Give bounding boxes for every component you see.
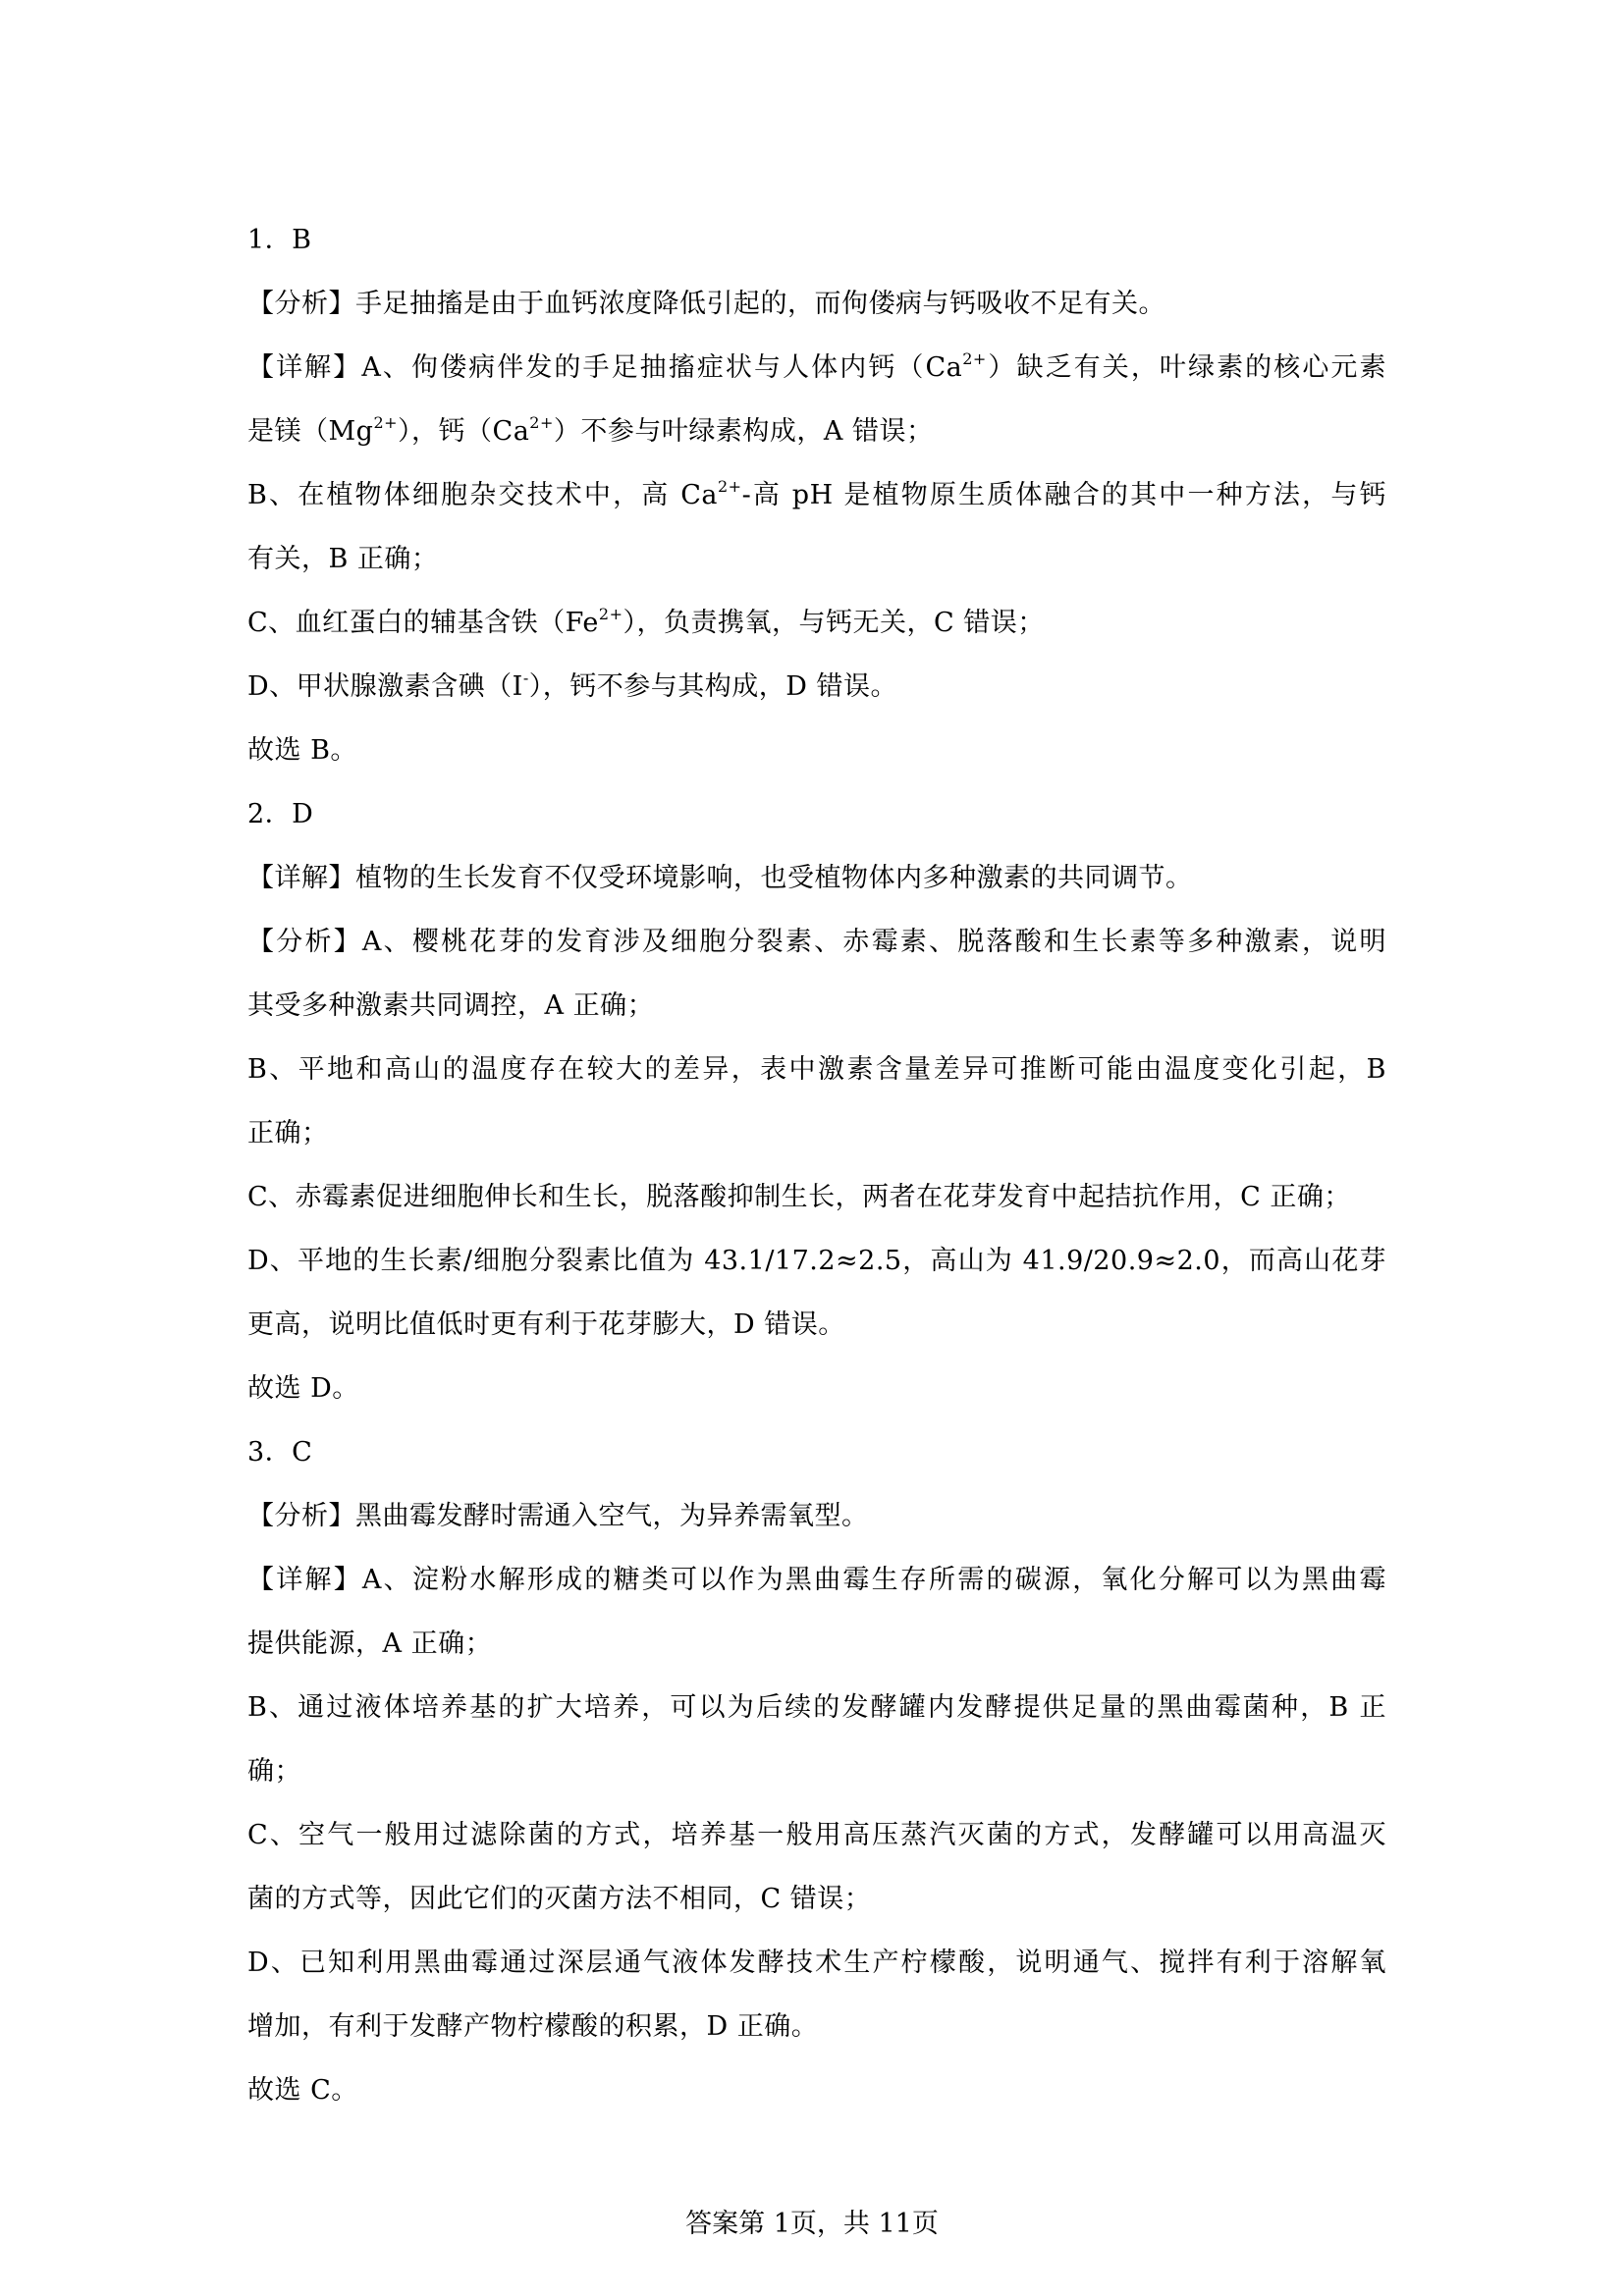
text-segment: 【分析】A、樱桃花芽的发育涉及细胞分裂素、赤霉素、脱落酸和生长素等多种激素，说明 — [247, 927, 1386, 957]
text-segment: 增加，有利于发酵产物柠檬酸的积累，D 正确。 — [247, 2011, 819, 2042]
text-segment: ），钙（Ca — [398, 416, 530, 447]
text-segment: 确； — [247, 1756, 301, 1787]
text-segment: 有关，B 正确； — [247, 544, 439, 574]
answer-text-line — [247, 1931, 1386, 1995]
answer-text-line — [247, 272, 1386, 336]
answer-text-line — [247, 591, 1386, 655]
answer-content — [247, 208, 1386, 2122]
answer-text-line — [247, 1038, 1386, 1101]
answer-text-line — [247, 719, 1386, 782]
answer-text-line — [247, 1995, 1386, 2058]
text-segment: D、已知利用黑曲霉通过深层通气液体发酵技术生产柠檬酸，说明通气、搅拌有利于溶解氧 — [247, 1948, 1386, 1978]
ion-charge-superscript: 2+ — [529, 413, 554, 432]
answer-text-line — [247, 463, 1386, 527]
answer-text-line — [247, 846, 1386, 910]
answer-text-line — [247, 1101, 1386, 1165]
text-segment: C、血红蛋白的辅基含铁（Fe — [247, 608, 599, 638]
text-segment: 正确； — [247, 1118, 329, 1148]
text-segment: 故选 D。 — [247, 1373, 359, 1404]
text-segment: ），负责携氧，与钙无关，C 错误； — [623, 608, 1045, 638]
answer-text-line — [247, 400, 1386, 463]
text-segment: 【分析】黑曲霉发酵时需通入空气，为异养需氧型。 — [247, 1501, 869, 1531]
page-footer: 答案第 1页，共 11页 — [685, 2209, 939, 2239]
text-segment: 故选 C。 — [247, 2075, 358, 2106]
text-segment: 【详解】植物的生长发育不仅受环境影响，也受植物体内多种激素的共同调节。 — [247, 863, 1193, 893]
ion-charge-superscript: 2+ — [373, 413, 399, 432]
answer-text-line — [247, 2058, 1386, 2122]
text-segment: 是镁（Mg — [247, 416, 374, 447]
answer-heading: 2．D — [247, 799, 314, 829]
text-segment: ）缺乏有关，叶绿素的核心元素 — [986, 352, 1386, 383]
ion-charge-superscript: 2+ — [598, 605, 623, 623]
text-segment: B、通过液体培养基的扩大培养，可以为后续的发酵罐内发酵提供足量的黑曲霉菌种，B 正 — [247, 1692, 1386, 1723]
ion-charge-superscript: - — [522, 668, 529, 687]
answer-text-line — [247, 1357, 1386, 1420]
text-segment: 【详解】A、淀粉水解形成的糖类可以作为黑曲霉生存所需的碳源，氧化分解可以为黑曲霉 — [247, 1565, 1386, 1595]
answer-block — [247, 208, 1386, 782]
text-segment: C、空气一般用过滤除菌的方式，培养基一般用高压蒸汽灭菌的方式，发酵罐可以用高温灭 — [247, 1820, 1386, 1850]
answer-text-line — [247, 910, 1386, 974]
text-segment: C、赤霉素促进细胞伸长和生长，脱落酸抑制生长，两者在花芽发育中起拮抗作用，C 正确； — [247, 1182, 1351, 1212]
text-segment: 提供能源，A 正确； — [247, 1629, 493, 1659]
answer-text-line — [247, 1548, 1386, 1612]
answer-block — [247, 1420, 1386, 2122]
text-segment: ）不参与叶绿素构成，A 错误； — [553, 416, 934, 447]
answer-text-line — [247, 1803, 1386, 1867]
text-segment: 故选 B。 — [247, 735, 357, 766]
answer-text-line — [247, 974, 1386, 1038]
answer-text-line — [247, 1612, 1386, 1676]
text-segment: 【详解】A、佝偻病伴发的手足抽搐症状与人体内钙（Ca — [247, 352, 963, 383]
text-segment: 其受多种激素共同调控，A 正确； — [247, 990, 655, 1021]
answer-text-line — [247, 1484, 1386, 1548]
text-segment: 菌的方式等，因此它们的灭菌方法不相同，C 错误； — [247, 1884, 872, 1914]
text-segment: D、甲状腺激素含碘（I — [247, 671, 523, 702]
answer-heading: 3．C — [247, 1437, 313, 1468]
text-segment: ），钙不参与其构成，D 错误。 — [528, 671, 897, 702]
text-segment: -高 pH 是植物原生质体融合的其中一种方法，与钙 — [741, 480, 1386, 510]
answer-text-line — [247, 336, 1386, 400]
answer-text-line — [247, 1676, 1386, 1739]
answer-text-line — [247, 1739, 1386, 1803]
answer-heading: 1．B — [247, 225, 312, 255]
answer-block — [247, 782, 1386, 1420]
text-segment: 更高，说明比值低时更有利于花芽膨大，D 错误。 — [247, 1309, 845, 1340]
answer-text-line — [247, 655, 1386, 719]
ion-charge-superscript: 2+ — [962, 349, 987, 368]
answer-text-line — [247, 1293, 1386, 1357]
answer-text-line — [247, 1867, 1386, 1931]
text-segment: B、平地和高山的温度存在较大的差异，表中激素含量差异可推断可能由温度变化引起，B — [247, 1054, 1386, 1085]
ion-charge-superscript: 2+ — [717, 477, 742, 496]
text-segment: D、平地的生长素/细胞分裂素比值为 43.1/17.2≈2.5，高山为 41.9/20.9≈2.0，而高山花芽 — [247, 1246, 1386, 1276]
answer-text-line — [247, 1229, 1386, 1293]
answer-text-line — [247, 1165, 1386, 1229]
text-segment: 【分析】手足抽搐是由于血钙浓度降低引起的，而佝偻病与钙吸收不足有关。 — [247, 289, 1165, 319]
text-segment: B、在植物体细胞杂交技术中，高 Ca — [247, 480, 718, 510]
answer-text-line — [247, 527, 1386, 591]
